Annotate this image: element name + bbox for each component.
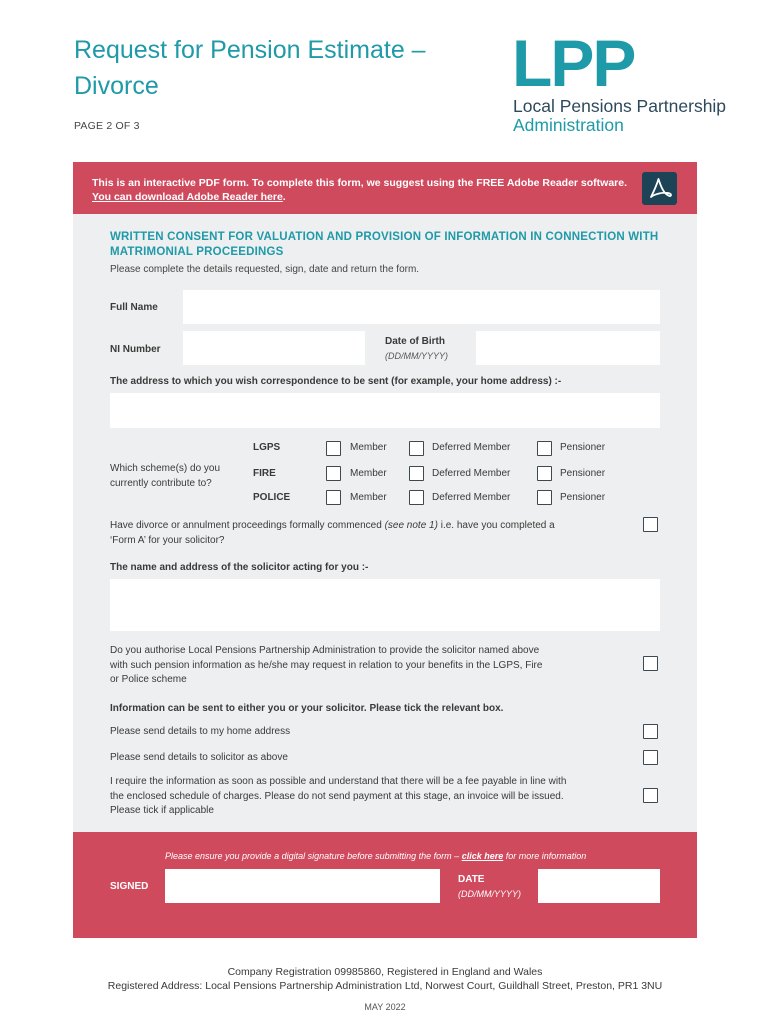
signature-field[interactable]	[165, 869, 440, 903]
police-deferred-checkbox[interactable]	[409, 490, 424, 505]
ni-number-label: NI Number	[110, 344, 161, 355]
proceedings-text-1: Have divorce or annulment proceedings formally commenced	[110, 520, 382, 531]
proceedings-text-2: i.e. have you completed a	[440, 520, 555, 531]
urgent-line: I require the information as soon as possible and understand that there will be a fee payable in line with	[110, 776, 567, 787]
adobe-banner-text: This is an interactive PDF form. To complete this form, we suggest using the FREE Adobe Reader software. You can download Adobe Reader here.	[92, 176, 632, 204]
sign-date-field[interactable]	[538, 869, 660, 903]
police-member-label: Member	[350, 492, 387, 503]
authorise-question	[110, 644, 610, 688]
send-home-checkbox[interactable]	[643, 724, 658, 739]
scheme-lgps-label: LGPS	[253, 442, 281, 453]
fire-pensioner-checkbox[interactable]	[537, 466, 552, 481]
section-title: WRITTEN CONSENT FOR VALUATION AND PROVISION OF INFORMATION IN CONNECTION WITH MATRIMONIAL PROCEEDINGS	[110, 231, 659, 258]
info-heading: Information can be sent to either you or your solicitor. Please tick the relevant box.	[110, 703, 504, 714]
scheme-fire-label: FIRE	[253, 468, 276, 479]
solicitor-field[interactable]	[110, 579, 660, 631]
lgps-member-label: Member	[350, 442, 387, 453]
urgent-request	[110, 775, 630, 819]
authorise-line: or Police scheme	[110, 674, 187, 685]
sign-date-format: (DD/MM/YYYY)	[458, 889, 521, 899]
fire-pensioner-label: Pensioner	[560, 468, 606, 479]
footer-address: Registered Address: Local Pensions Partnership Administration Ltd, Norwest Court, Guildhall Street, Preston, PR1 3NU	[107, 980, 663, 992]
police-deferred-label: Deferred Member	[432, 492, 511, 503]
footer-registration: Company Registration 09985860, Registered in England and Wales	[227, 966, 543, 978]
dob-field[interactable]	[476, 331, 660, 365]
authorise-line: with such pension information as he/she may request in relation to your benefits in the LGPS, Fire	[110, 659, 543, 671]
proceedings-checkbox[interactable]	[643, 517, 658, 532]
sign-date-label: DATE	[458, 874, 485, 885]
adobe-pdf-icon[interactable]	[642, 172, 677, 205]
adobe-banner-message: This is an interactive PDF form. To complete this form, we suggest using the FREE Adobe Reader software.	[92, 177, 628, 189]
fire-member-label: Member	[350, 468, 387, 479]
lgps-pensioner-checkbox[interactable]	[537, 441, 552, 456]
ni-number-field[interactable]	[183, 331, 365, 365]
authorise-checkbox[interactable]	[643, 656, 658, 671]
lgps-pensioner-label: Pensioner	[560, 442, 606, 453]
fire-deferred-checkbox[interactable]	[409, 466, 424, 481]
fire-deferred-label: Deferred Member	[432, 468, 511, 479]
authorise-line: Do you authorise Local Pensions Partnership Administration to provide the solicitor named above	[110, 645, 540, 656]
page-number: PAGE 2 OF 3	[74, 120, 140, 132]
send-solicitor-checkbox[interactable]	[643, 750, 658, 765]
signed-label: SIGNED	[110, 881, 149, 892]
dob-label: Date of Birth	[385, 336, 445, 347]
signature-note-text: Please ensure you provide a digital signature before submitting the form –	[165, 851, 460, 861]
proceedings-text-3: ‘Form A’ for your solicitor?	[110, 535, 225, 546]
full-name-label: Full Name	[110, 302, 158, 313]
signature-help-link[interactable]: click here	[461, 851, 504, 861]
police-member-checkbox[interactable]	[326, 490, 341, 505]
police-pensioner-label: Pensioner	[560, 492, 606, 503]
send-solicitor-label: Please send details to solicitor as above	[110, 752, 288, 763]
address-label: The address to which you wish correspondence to be sent (for example, your home address) :-	[110, 376, 562, 387]
send-home-label: Please send details to my home address	[110, 726, 291, 737]
proceedings-note-ref: (see note 1)	[384, 520, 438, 531]
urgent-line: the enclosed schedule of charges. Please do not send payment at this stage, an invoice will be issued.	[110, 790, 564, 802]
urgent-line: Please tick if applicable	[110, 805, 214, 816]
dob-format-hint: (DD/MM/YYYY)	[385, 351, 448, 361]
urgent-checkbox[interactable]	[643, 788, 658, 803]
document-title: Request for Pension Estimate – Divorce	[74, 36, 426, 100]
section-intro: Please complete the details requested, sign, date and return the form.	[110, 264, 420, 275]
logo-text-line2: Administration	[513, 115, 624, 135]
form-panel	[73, 162, 697, 938]
lpp-logo-mark: LPP	[512, 26, 635, 100]
fire-member-checkbox[interactable]	[326, 466, 341, 481]
full-name-field[interactable]	[183, 290, 660, 324]
scheme-police-label: POLICE	[253, 492, 291, 503]
police-pensioner-checkbox[interactable]	[537, 490, 552, 505]
logo-text-line1: Local Pensions Partnership	[513, 96, 727, 116]
solicitor-label: The name and address of the solicitor acting for you :-	[110, 562, 369, 573]
adobe-download-link[interactable]: You can download Adobe Reader here	[92, 191, 283, 203]
lgps-member-checkbox[interactable]	[326, 441, 341, 456]
address-field[interactable]	[110, 393, 660, 428]
footer-date: MAY 2022	[364, 1002, 406, 1012]
lgps-deferred-checkbox[interactable]	[409, 441, 424, 456]
signature-note	[165, 851, 586, 861]
lgps-deferred-label: Deferred Member	[432, 442, 511, 453]
signature-note-text-end: for more information	[505, 851, 587, 861]
schemes-question: Which scheme(s) do you currently contribute to?	[110, 463, 221, 489]
proceedings-question	[110, 518, 610, 548]
